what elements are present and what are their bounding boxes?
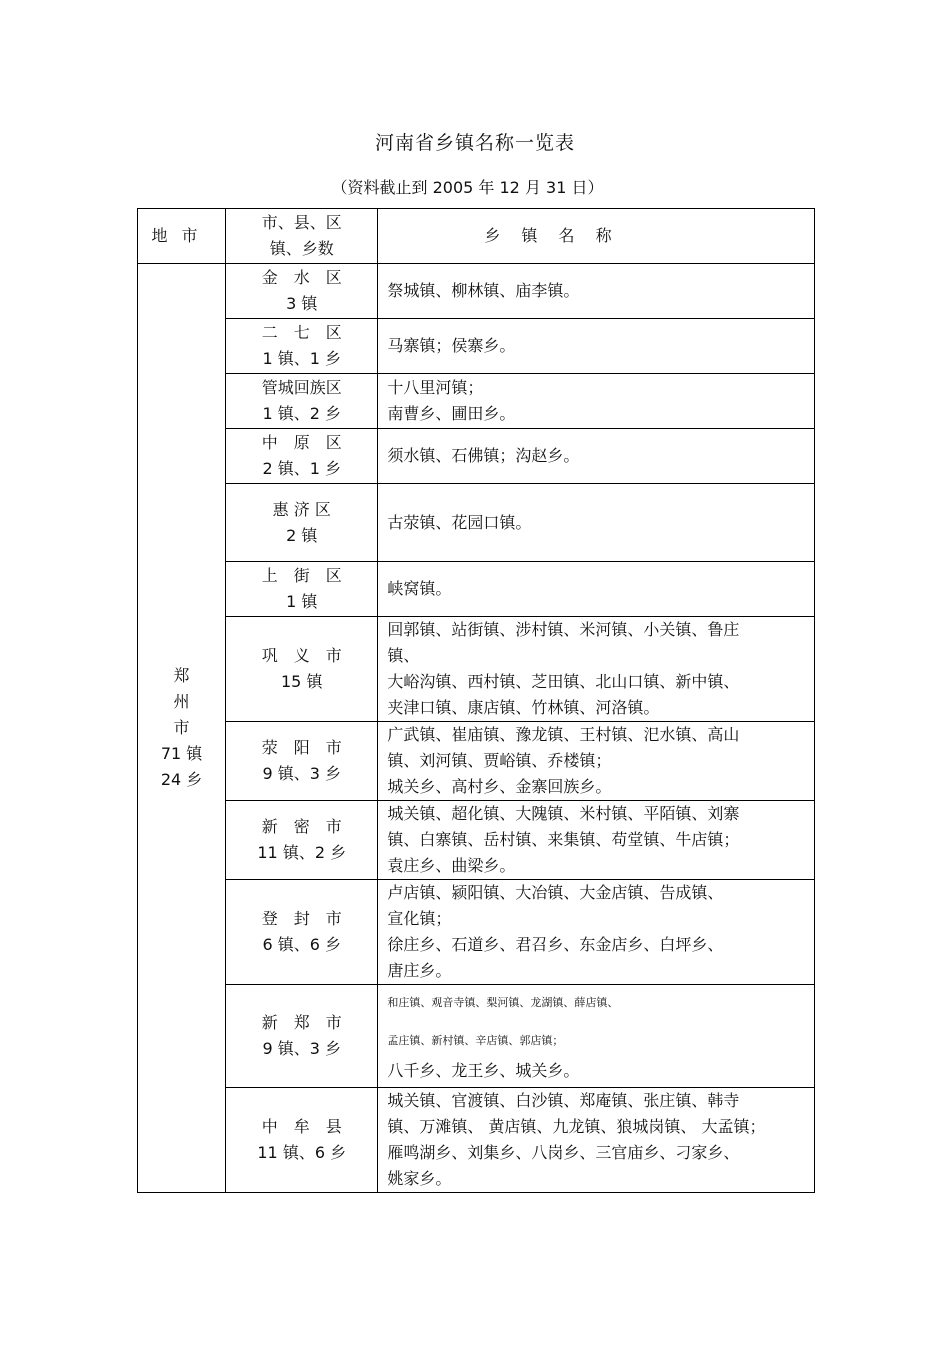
towns-cell [378,617,815,722]
towns-cell [378,1088,815,1193]
towns-line: 马寨镇；侯寨乡。 [387,336,516,355]
towns-line: 祭城镇、柳林镇、庙李镇。 [387,281,580,300]
township-table [137,208,815,1193]
towns-cell [378,801,815,880]
towns-line: 八千乡、龙王乡、城关乡。 [387,1061,580,1080]
table-row [138,985,815,1088]
towns-line: 宣化镇； [387,909,452,928]
towns-line: 镇、 [387,646,420,665]
table-row [138,562,815,617]
towns-cell [378,722,815,801]
district-count: 1 镇 [286,592,318,611]
district-count: 2 镇 [286,525,318,545]
district-name: 巩 义 市 [261,646,342,665]
towns-small-line: 孟庄镇、新村镇、辛店镇、郭店镇； [387,1034,564,1047]
towns-line: 须水镇、石佛镇；沟赵乡。 [387,446,580,465]
towns-line: 雁鸣湖乡、刘集乡、八岗乡、三官庙乡、刁家乡、 [387,1143,740,1162]
towns-line: 城关镇、官渡镇、白沙镇、郑庵镇、张庄镇、韩寺 [387,1091,740,1110]
table-row [138,264,815,319]
city-name-char: 市 [173,718,190,737]
towns-cell [378,374,815,429]
towns-cell [378,484,815,562]
towns-line: 回郭镇、站街镇、涉村镇、米河镇、小关镇、鲁庄 [387,620,740,639]
table-row [138,801,815,880]
towns-cell [378,429,815,484]
towns-line: 南曹乡、圃田乡。 [387,404,516,423]
district-cell [226,484,378,562]
towns-line: 城关乡、高村乡、金寨回族乡。 [387,777,612,796]
city-name-char: 郑 [173,666,190,685]
header-district-line2: 镇、乡数 [269,239,334,258]
district-count: 11 镇、6 乡 [257,1143,347,1162]
district-cell [226,429,378,484]
district-name: 上 街 区 [261,566,342,585]
table-row [138,617,815,722]
header-towns: 乡 镇 名 称 [378,209,815,264]
city-towns-count: 71 镇 [160,744,203,763]
header-district-line1: 市、县、区 [261,213,342,232]
header-row [138,209,815,264]
towns-line: 镇、白寨镇、岳村镇、来集镇、苟堂镇、牛店镇； [387,830,740,849]
district-name: 新 郑 市 [261,1013,342,1032]
district-count: 15 镇 [281,672,323,691]
towns-line: 徐庄乡、石道乡、君召乡、东金店乡、白坪乡、 [387,935,724,954]
district-cell [226,264,378,319]
towns-line: 唐庄乡。 [387,961,452,980]
towns-cell [378,985,815,1088]
table-row [138,319,815,374]
district-name: 惠 济 区 [272,499,331,519]
district-count: 11 镇、2 乡 [257,843,347,862]
district-cell [226,1088,378,1193]
towns-line: 袁庄乡、曲梁乡。 [387,856,516,875]
towns-cell [378,319,815,374]
district-count: 3 镇 [286,294,318,313]
table-row [138,1088,815,1193]
towns-line: 镇、万滩镇、 黄店镇、九龙镇、狼城岗镇、 大孟镇； [387,1117,766,1136]
district-count: 2 镇、1 乡 [262,459,341,478]
district-count: 6 镇、6 乡 [262,935,341,954]
towns-cell [378,264,815,319]
district-cell [226,801,378,880]
district-name: 荥 阳 市 [261,738,342,757]
district-name: 登 封 市 [261,909,342,928]
table-row [138,880,815,985]
district-name: 中 牟 县 [261,1117,342,1136]
towns-line: 古荥镇、花园口镇。 [387,512,532,532]
district-cell [226,722,378,801]
towns-cell [378,880,815,985]
towns-line: 镇、刘河镇、贾峪镇、乔楼镇； [387,751,612,770]
towns-cell [378,562,815,617]
towns-line: 卢店镇、颍阳镇、大冶镇、大金店镇、告成镇、 [387,883,724,902]
district-name: 新 密 市 [261,817,342,836]
district-cell [226,880,378,985]
table-row [138,484,815,562]
table-row [138,374,815,429]
towns-small-line: 和庄镇、观音寺镇、梨河镇、龙湖镇、薛店镇、 [387,996,619,1009]
towns-line: 姚家乡。 [387,1169,452,1188]
header-district [226,209,378,264]
towns-line: 广武镇、崔庙镇、豫龙镇、王村镇、汜水镇、高山 [387,725,740,744]
district-cell [226,319,378,374]
district-count: 9 镇、3 乡 [262,1039,341,1058]
towns-line: 峡窝镇。 [387,579,452,598]
city-cell [138,264,226,1193]
district-cell [226,374,378,429]
city-name-char: 州 [173,692,190,711]
district-cell [226,985,378,1088]
district-name: 二 七 区 [261,323,342,342]
towns-line: 大峪沟镇、西村镇、芝田镇、北山口镇、新中镇、 [387,672,740,691]
page-subtitle: （资料截止到 2005 年 12 月 31 日） [331,178,604,197]
district-name: 管城回族区 [261,378,342,397]
district-count: 1 镇、1 乡 [262,349,341,368]
district-name: 中 原 区 [261,433,342,452]
table-row [138,429,815,484]
city-xiang-count: 24 乡 [160,770,203,789]
page-title: 河南省乡镇名称一览表 [374,132,575,154]
district-cell [226,617,378,722]
towns-line: 城关镇、超化镇、大隗镇、米村镇、平陌镇、刘寨 [387,804,740,823]
district-cell [226,562,378,617]
header-city: 地市 [138,209,226,264]
district-count: 9 镇、3 乡 [262,764,341,783]
table-row [138,722,815,801]
district-count: 1 镇、2 乡 [262,404,341,423]
district-name: 金 水 区 [261,268,342,287]
towns-line: 夹津口镇、康店镇、竹林镇、河洛镇。 [387,698,660,717]
towns-line: 十八里河镇； [387,378,484,397]
